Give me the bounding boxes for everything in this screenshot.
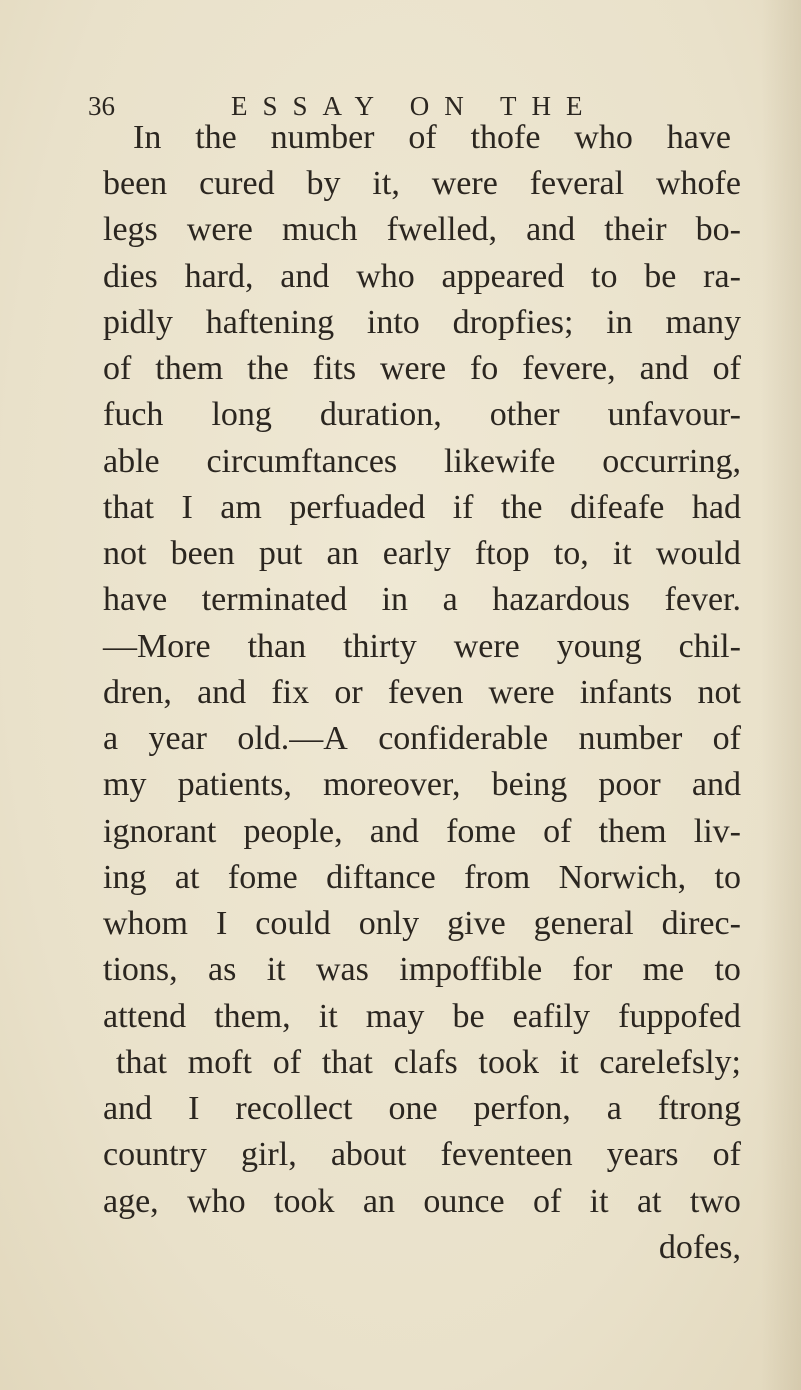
word: able bbox=[103, 443, 160, 480]
word: hazardous bbox=[492, 581, 631, 618]
word: were bbox=[431, 165, 498, 202]
word: year bbox=[148, 720, 207, 757]
word: of bbox=[408, 119, 437, 156]
word: thirty bbox=[343, 628, 417, 665]
word: perfuaded bbox=[289, 489, 426, 526]
word: fome bbox=[446, 813, 516, 850]
text-line bbox=[103, 810, 741, 854]
word: infants bbox=[579, 674, 673, 711]
word: it, bbox=[372, 165, 400, 202]
word: them bbox=[155, 350, 224, 387]
word: whom bbox=[103, 905, 188, 942]
word: early bbox=[382, 535, 451, 572]
word: were bbox=[186, 211, 253, 248]
word: of bbox=[272, 1044, 302, 1081]
word: the bbox=[195, 119, 237, 156]
word: been bbox=[170, 535, 235, 572]
word: ounce bbox=[423, 1183, 505, 1220]
word: legs bbox=[103, 211, 158, 248]
word: dies bbox=[103, 258, 158, 295]
word: impoffible bbox=[399, 951, 543, 988]
text-line bbox=[103, 763, 741, 807]
word: than bbox=[247, 628, 307, 665]
word: an bbox=[362, 1183, 395, 1220]
word: and bbox=[103, 1090, 153, 1127]
word: a bbox=[606, 1090, 622, 1127]
word: took bbox=[274, 1183, 335, 1220]
word: and bbox=[280, 258, 330, 295]
word: at bbox=[636, 1183, 662, 1220]
running-head: ESSAY ON THE bbox=[231, 91, 598, 121]
word: an bbox=[326, 535, 359, 572]
text-line bbox=[103, 625, 741, 669]
word: to bbox=[714, 951, 741, 988]
word: of bbox=[543, 813, 572, 850]
word: attend bbox=[103, 998, 187, 1035]
word: one bbox=[388, 1090, 438, 1127]
word: them bbox=[598, 813, 667, 850]
word: eafily bbox=[512, 998, 591, 1035]
word: have bbox=[666, 119, 731, 156]
word: years bbox=[606, 1136, 679, 1173]
word: and bbox=[691, 766, 741, 803]
word: I bbox=[181, 489, 193, 526]
word: if bbox=[452, 489, 474, 526]
word: bo- bbox=[695, 211, 741, 248]
text-line bbox=[133, 116, 731, 160]
word: much bbox=[281, 211, 358, 248]
word: or bbox=[334, 674, 363, 711]
word: would bbox=[655, 535, 741, 572]
word: fwelled, bbox=[386, 211, 498, 248]
word: chil- bbox=[678, 628, 741, 665]
text-line bbox=[103, 671, 741, 715]
word: haftening bbox=[205, 304, 335, 341]
word: occurring, bbox=[602, 443, 741, 480]
word: Norwich, bbox=[558, 859, 687, 896]
word: put bbox=[258, 535, 303, 572]
word: it bbox=[612, 535, 632, 572]
word: of bbox=[103, 350, 132, 387]
word: my bbox=[103, 766, 147, 803]
word: ftrong bbox=[657, 1090, 741, 1127]
word: fix bbox=[271, 674, 310, 711]
word: old.—A bbox=[237, 720, 348, 757]
word: about bbox=[330, 1136, 407, 1173]
word: and bbox=[639, 350, 689, 387]
page-edge-shadow bbox=[761, 0, 801, 1390]
text-line bbox=[103, 347, 741, 391]
word: feveral bbox=[529, 165, 625, 202]
word: a bbox=[103, 720, 119, 757]
word: ignorant bbox=[103, 813, 217, 850]
word: feven bbox=[387, 674, 464, 711]
text-line bbox=[103, 486, 741, 530]
word: of bbox=[712, 720, 741, 757]
word: the bbox=[247, 350, 289, 387]
word: of bbox=[532, 1183, 562, 1220]
word: it bbox=[589, 1183, 609, 1220]
text-line bbox=[103, 717, 741, 761]
word: likewife bbox=[443, 443, 556, 480]
word: in bbox=[606, 304, 633, 341]
word: may bbox=[365, 998, 425, 1035]
word: only bbox=[358, 905, 420, 942]
word: terminated bbox=[201, 581, 348, 618]
text-line bbox=[116, 1041, 741, 1085]
text-line bbox=[103, 162, 741, 206]
word: recollect bbox=[235, 1090, 353, 1127]
word: carelefsly; bbox=[599, 1044, 741, 1081]
text-line bbox=[103, 1133, 741, 1177]
word: people, bbox=[243, 813, 343, 850]
word: were bbox=[488, 674, 555, 711]
word: to bbox=[591, 258, 618, 295]
word: liv- bbox=[693, 813, 741, 850]
word: perfon, bbox=[473, 1090, 571, 1127]
page-number: 36 bbox=[88, 91, 115, 121]
word: —More bbox=[103, 628, 211, 665]
word: ftop bbox=[474, 535, 530, 572]
word: of bbox=[712, 350, 741, 387]
word: cured bbox=[199, 165, 275, 202]
word: In bbox=[133, 119, 162, 156]
word: moreover, bbox=[323, 766, 461, 803]
word: tions, bbox=[103, 951, 178, 988]
word: diftance bbox=[326, 859, 436, 896]
word: me bbox=[642, 951, 685, 988]
word: age, bbox=[103, 1183, 159, 1220]
word: fuppofed bbox=[618, 998, 741, 1035]
text-line bbox=[103, 532, 741, 576]
word: fo bbox=[469, 350, 499, 387]
word: their bbox=[604, 211, 667, 248]
word: two bbox=[689, 1183, 741, 1220]
word: be bbox=[644, 258, 677, 295]
word: not bbox=[103, 535, 147, 572]
word: into bbox=[366, 304, 420, 341]
word: hard, bbox=[184, 258, 254, 295]
word: fevere, bbox=[522, 350, 616, 387]
word: confiderable bbox=[378, 720, 549, 757]
text-line bbox=[103, 301, 741, 345]
word: difeafe bbox=[570, 489, 665, 526]
word: am bbox=[220, 489, 262, 526]
word: be bbox=[452, 998, 485, 1035]
word: had bbox=[691, 489, 741, 526]
word: in bbox=[381, 581, 409, 618]
word: patients, bbox=[177, 766, 292, 803]
word: thofe bbox=[470, 119, 541, 156]
word: been bbox=[103, 165, 168, 202]
word: number bbox=[578, 720, 683, 757]
word: direc- bbox=[661, 905, 741, 942]
word: other bbox=[489, 396, 560, 433]
word: moft bbox=[187, 1044, 252, 1081]
word: to, bbox=[553, 535, 589, 572]
word: duration, bbox=[319, 396, 442, 433]
word: them, bbox=[214, 998, 291, 1035]
word: unfavour- bbox=[607, 396, 741, 433]
word: not bbox=[697, 674, 741, 711]
word: fuch bbox=[103, 396, 164, 433]
word: young bbox=[556, 628, 642, 665]
word: that bbox=[321, 1044, 373, 1081]
word: and bbox=[369, 813, 419, 850]
text-line bbox=[103, 948, 741, 992]
text-line bbox=[103, 1087, 741, 1131]
catchword bbox=[560, 1226, 741, 1270]
word: fits bbox=[312, 350, 357, 387]
text-line bbox=[103, 902, 741, 946]
word: general bbox=[533, 905, 634, 942]
text-line bbox=[103, 393, 741, 437]
word: to bbox=[714, 859, 741, 896]
word: it bbox=[559, 1044, 579, 1081]
word: of bbox=[712, 1136, 741, 1173]
word: was bbox=[315, 951, 369, 988]
word: for bbox=[572, 951, 613, 988]
word: ra- bbox=[703, 258, 741, 295]
word: being bbox=[491, 766, 568, 803]
word: feventeen bbox=[440, 1136, 573, 1173]
word: long bbox=[211, 396, 272, 433]
word: dropfies; bbox=[452, 304, 574, 341]
word: that bbox=[116, 1044, 167, 1081]
word: by bbox=[306, 165, 341, 202]
word: dren, bbox=[103, 674, 172, 711]
word: appeared bbox=[441, 258, 565, 295]
word: fome bbox=[227, 859, 298, 896]
word: girl, bbox=[240, 1136, 297, 1173]
word: at bbox=[174, 859, 200, 896]
word: and bbox=[197, 674, 247, 711]
text-line-content: dofes, bbox=[658, 1229, 741, 1266]
word: I bbox=[215, 905, 228, 942]
word: took bbox=[478, 1044, 539, 1081]
word: give bbox=[447, 905, 506, 942]
word: a bbox=[442, 581, 458, 618]
word: country bbox=[103, 1136, 207, 1173]
word: fever. bbox=[664, 581, 741, 618]
word: who bbox=[356, 258, 415, 295]
word: that bbox=[103, 489, 154, 526]
word: the bbox=[500, 489, 543, 526]
word: whofe bbox=[655, 165, 741, 202]
word: and bbox=[526, 211, 576, 248]
word: were bbox=[453, 628, 520, 665]
word: who bbox=[187, 1183, 246, 1220]
word: clafs bbox=[393, 1044, 458, 1081]
word: I bbox=[188, 1090, 200, 1127]
word: it bbox=[266, 951, 286, 988]
text-line bbox=[103, 995, 741, 1039]
text-line bbox=[103, 578, 741, 622]
text-line bbox=[103, 856, 741, 900]
word: pidly bbox=[103, 304, 173, 341]
text-line bbox=[103, 440, 741, 484]
word: as bbox=[208, 951, 237, 988]
word: poor bbox=[598, 766, 661, 803]
word: number bbox=[270, 119, 375, 156]
word: it bbox=[318, 998, 338, 1035]
text-line bbox=[103, 255, 741, 299]
word: from bbox=[464, 859, 531, 896]
word: who bbox=[574, 119, 633, 156]
text-line bbox=[103, 208, 741, 252]
word: circumftances bbox=[206, 443, 398, 480]
text-line bbox=[103, 1180, 741, 1224]
word: many bbox=[665, 304, 741, 341]
word: have bbox=[103, 581, 168, 618]
word: ing bbox=[103, 859, 147, 896]
word: could bbox=[255, 905, 331, 942]
word: were bbox=[380, 350, 447, 387]
